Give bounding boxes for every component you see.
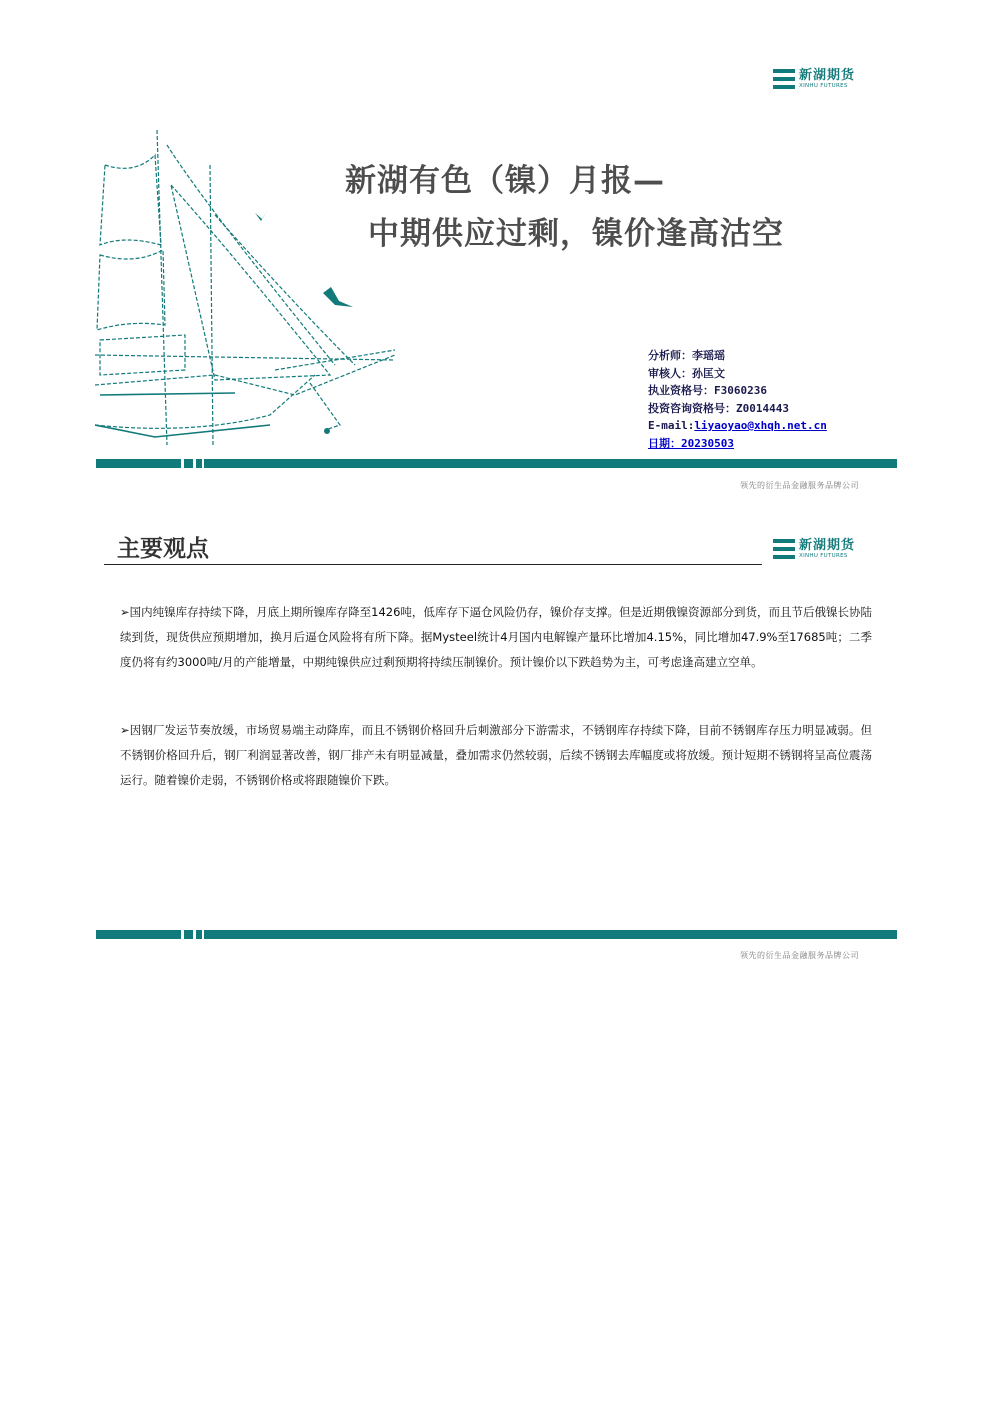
brand-logo-top <box>773 68 855 90</box>
footer-divider-bar <box>96 930 897 939</box>
analyst-line: 分析师：李瑶瑶 <box>648 349 725 362</box>
viewpoint-paragraph-stainless: ➢因钢厂发运节奏放缓，市场贸易端主动降库，而且不锈钢价格回升后刺激部分下游需求，不锈钢库存持续下降，目前不锈钢库存压力明显减弱。但不锈钢价格回升后，钢厂利润显著改善，钢厂排产未有明显减量，叠加需求仍然较弱，后续不锈钢去库幅度或将放缓。预计短期不锈钢将呈高位震荡运行。随着镍价走弱，不锈钢价格或将跟随镍价下跌。 <box>120 723 872 787</box>
viewpoint-paragraph-nickel: ➢国内纯镍库存持续下降，月底上期所镍库存降至1426吨，低库存下逼仓风险仍存，镍价存支撑。但是近期俄镍资源部分到货，而且节后俄镍长协陆续到货，现货供应预期增加，换月后逼仓风险将有所下降。据Mysteel统计4月国内电解镍产量环比增加4.15%，同比增加47.9%至17685吨；二季度仍将有约3000吨/月的产能增量，中期纯镍供应过剩预期将持续压制镍价。预计镍价以下跌趋势为主，可考虑逢高建立空单。 <box>120 605 872 669</box>
brand-name-cn: 新湖期货 <box>799 537 856 553</box>
header-divider-bar <box>96 459 897 468</box>
slogan-bottom: 领先的衍生品金融服务品牌公司 <box>740 951 859 960</box>
brand-name-cn: 新湖期货 <box>799 67 856 83</box>
report-title-line1: 新湖有色（镍）月报— <box>345 163 665 199</box>
report-title-line2: 中期供应过剩，镍价逢高沽空 <box>368 216 784 252</box>
section-underline <box>104 564 762 565</box>
logo-mark-icon <box>773 68 795 90</box>
date-line: 日期：20230503 <box>648 436 734 450</box>
report-meta <box>648 347 827 452</box>
logo-mark-icon <box>773 538 795 560</box>
slogan-top: 领先的衍生品金融服务品牌公司 <box>740 481 859 490</box>
email-link[interactable]: liyaoyao@xhqh.net.cn <box>694 419 827 432</box>
brand-logo-section <box>773 538 855 560</box>
brand-name-en: XINHU FUTURES <box>799 82 848 89</box>
email-line <box>648 417 827 435</box>
consult-license-line: 投资咨询资格号：Z0014443 <box>648 401 789 415</box>
brand-name-en: XINHU FUTURES <box>799 552 848 559</box>
section-title: 主要观点 <box>117 536 209 562</box>
reviewer-line: 审核人：孙匡文 <box>648 366 725 380</box>
license-line: 执业资格号：F3060236 <box>648 384 767 397</box>
email-label: E-mail: <box>648 419 695 432</box>
